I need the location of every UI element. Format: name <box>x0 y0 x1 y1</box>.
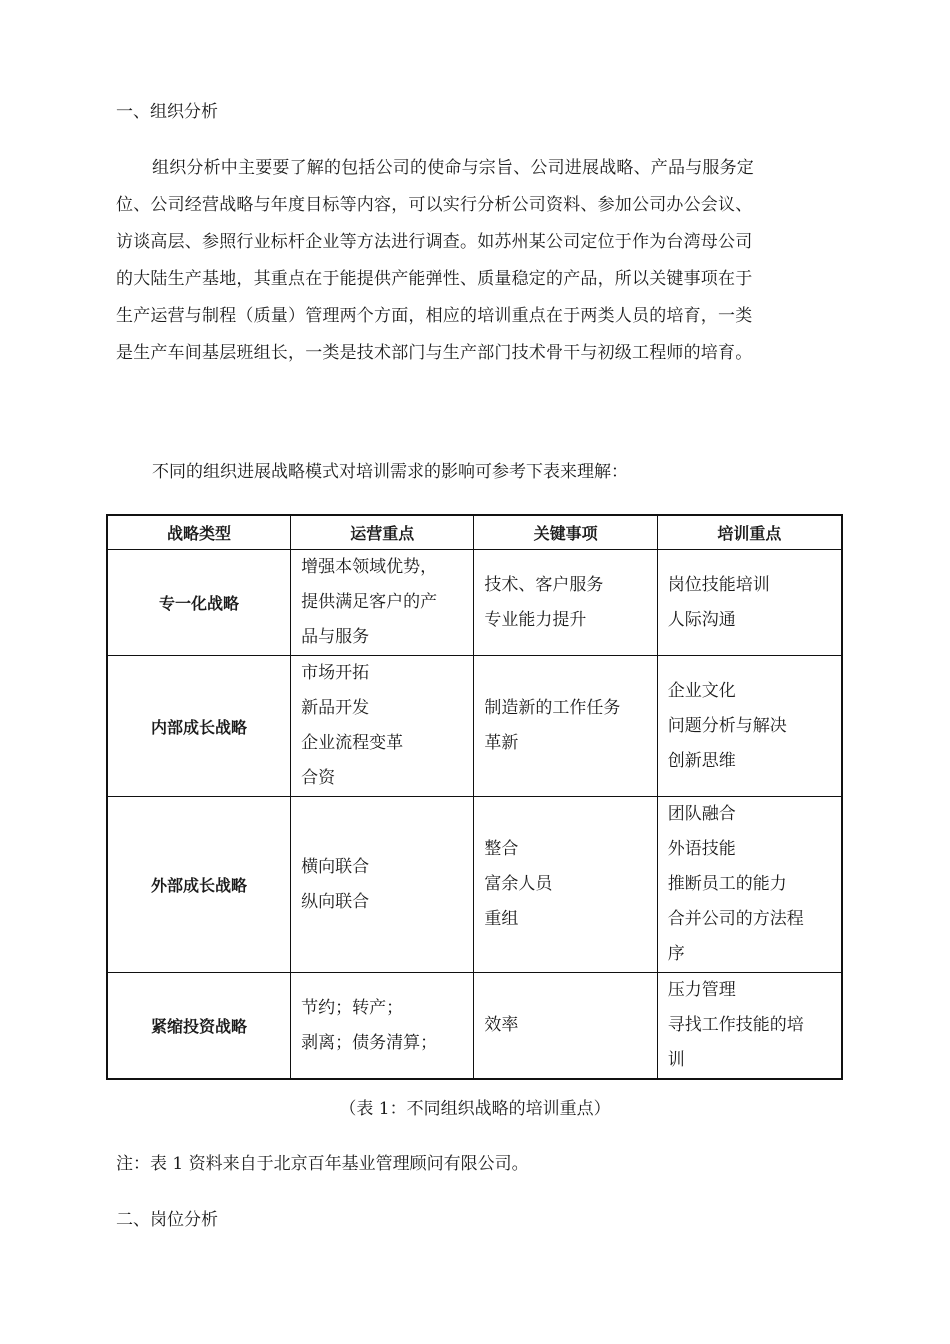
paragraph-line: 位、公司经营战略与年度目标等内容，可以实行分析公司资料、参加公司办公会议、 <box>116 195 753 215</box>
header-strategy-type: 战略类型 <box>107 515 291 550</box>
cell-line: 节约；转产； <box>301 997 404 1018</box>
table-caption: （表 1：不同组织战略的培训重点） <box>339 1099 611 1119</box>
operations-cell <box>291 550 474 656</box>
cell-line: 横向联合 <box>301 856 370 877</box>
cell-line: 推断员工的能力 <box>667 874 787 894</box>
header-key-items: 关键事项 <box>474 515 657 550</box>
cell-line: 革新 <box>484 733 519 753</box>
header-training-focus: 培训重点 <box>657 515 842 550</box>
key-items-cell <box>474 550 657 656</box>
cell-line: 序 <box>667 944 685 964</box>
cell-line: 训 <box>667 1050 685 1070</box>
source-note: 注：表 1 资料来自于北京百年基业管理顾问有限公司。 <box>116 1154 529 1174</box>
operations-cell <box>291 656 474 797</box>
section-1-paragraph <box>116 150 828 372</box>
cell-line: 增强本领域优势， <box>301 557 438 577</box>
cell-line: 品与服务 <box>301 627 370 647</box>
paragraph-line: 组织分析中主要要了解的包括公司的使命与宗旨、公司进展战略、产品与服务定 <box>152 158 754 178</box>
training-cell <box>657 973 842 1080</box>
paragraph-line: 是生产车间基层班组长，一类是技术部门与生产部门技术骨干与初级工程师的培育。 <box>116 343 753 363</box>
paragraph-line: 的大陆生产基地，其重点在于能提供产能弹性、质量稳定的产品，所以关键事项在于 <box>116 269 753 289</box>
key-items-cell <box>474 797 657 973</box>
cell-line: 专业能力提升 <box>484 609 587 630</box>
cell-line: 提供满足客户的产 <box>301 592 438 612</box>
training-cell <box>657 656 842 797</box>
cell-line: 合并公司的方法程 <box>667 909 804 929</box>
cell-line: 问题分析与解决 <box>667 715 787 736</box>
table-row <box>107 550 842 656</box>
strategy-type-cell: 内部成长战略 <box>107 656 291 797</box>
strategy-type-cell: 外部成长战略 <box>107 797 291 973</box>
cell-line: 纵向联合 <box>301 891 370 912</box>
cell-line: 外语技能 <box>667 839 736 859</box>
table-intro-text: 不同的组织进展战略模式对培训需求的影响可参考下表来理解： <box>152 462 628 482</box>
cell-line: 制造新的工作任务 <box>484 698 621 718</box>
operations-cell <box>291 797 474 973</box>
key-items-cell <box>474 656 657 797</box>
cell-line: 企业文化 <box>667 680 736 701</box>
cell-line: 团队融合 <box>667 804 736 824</box>
key-items-cell <box>474 973 657 1080</box>
cell-line: 新品开发 <box>301 698 370 718</box>
cell-line: 富余人员 <box>484 874 553 894</box>
cell-line: 市场开拓 <box>301 663 370 683</box>
table-header-row <box>107 515 842 550</box>
cell-line: 压力管理 <box>667 980 736 1000</box>
cell-line: 企业流程变革 <box>301 733 404 753</box>
table-row <box>107 973 842 1080</box>
cell-line: 剥离；债务清算； <box>301 1032 438 1053</box>
table-row <box>107 797 842 973</box>
cell-line: 整合 <box>484 839 519 859</box>
cell-line: 合资 <box>301 768 336 788</box>
paragraph-line: 访谈高层、参照行业标杆企业等方法进行调查。如苏州某公司定位于作为台湾母公司 <box>116 232 753 252</box>
training-cell <box>657 550 842 656</box>
cell-line: 人际沟通 <box>667 609 736 630</box>
cell-line: 创新思维 <box>667 750 736 771</box>
section-2-heading: 二、岗位分析 <box>116 1210 218 1230</box>
section-1-heading: 一、组织分析 <box>116 102 218 122</box>
cell-line: 寻找工作技能的培 <box>667 1015 804 1035</box>
paragraph-line: 生产运营与制程（质量）管理两个方面，相应的培训重点在于两类人员的培育，一类 <box>116 306 753 326</box>
cell-line: 效率 <box>484 1015 519 1035</box>
strategy-type-cell: 紧缩投资战略 <box>107 973 291 1080</box>
strategy-type-cell: 专一化战略 <box>107 550 291 656</box>
cell-line: 技术、客户服务 <box>484 574 604 595</box>
strategy-training-table <box>106 514 843 1080</box>
training-cell <box>657 797 842 973</box>
table-row <box>107 656 842 797</box>
operations-cell <box>291 973 474 1080</box>
header-operations-focus: 运营重点 <box>291 515 474 550</box>
cell-line: 重组 <box>484 909 519 929</box>
cell-line: 岗位技能培训 <box>667 574 770 595</box>
